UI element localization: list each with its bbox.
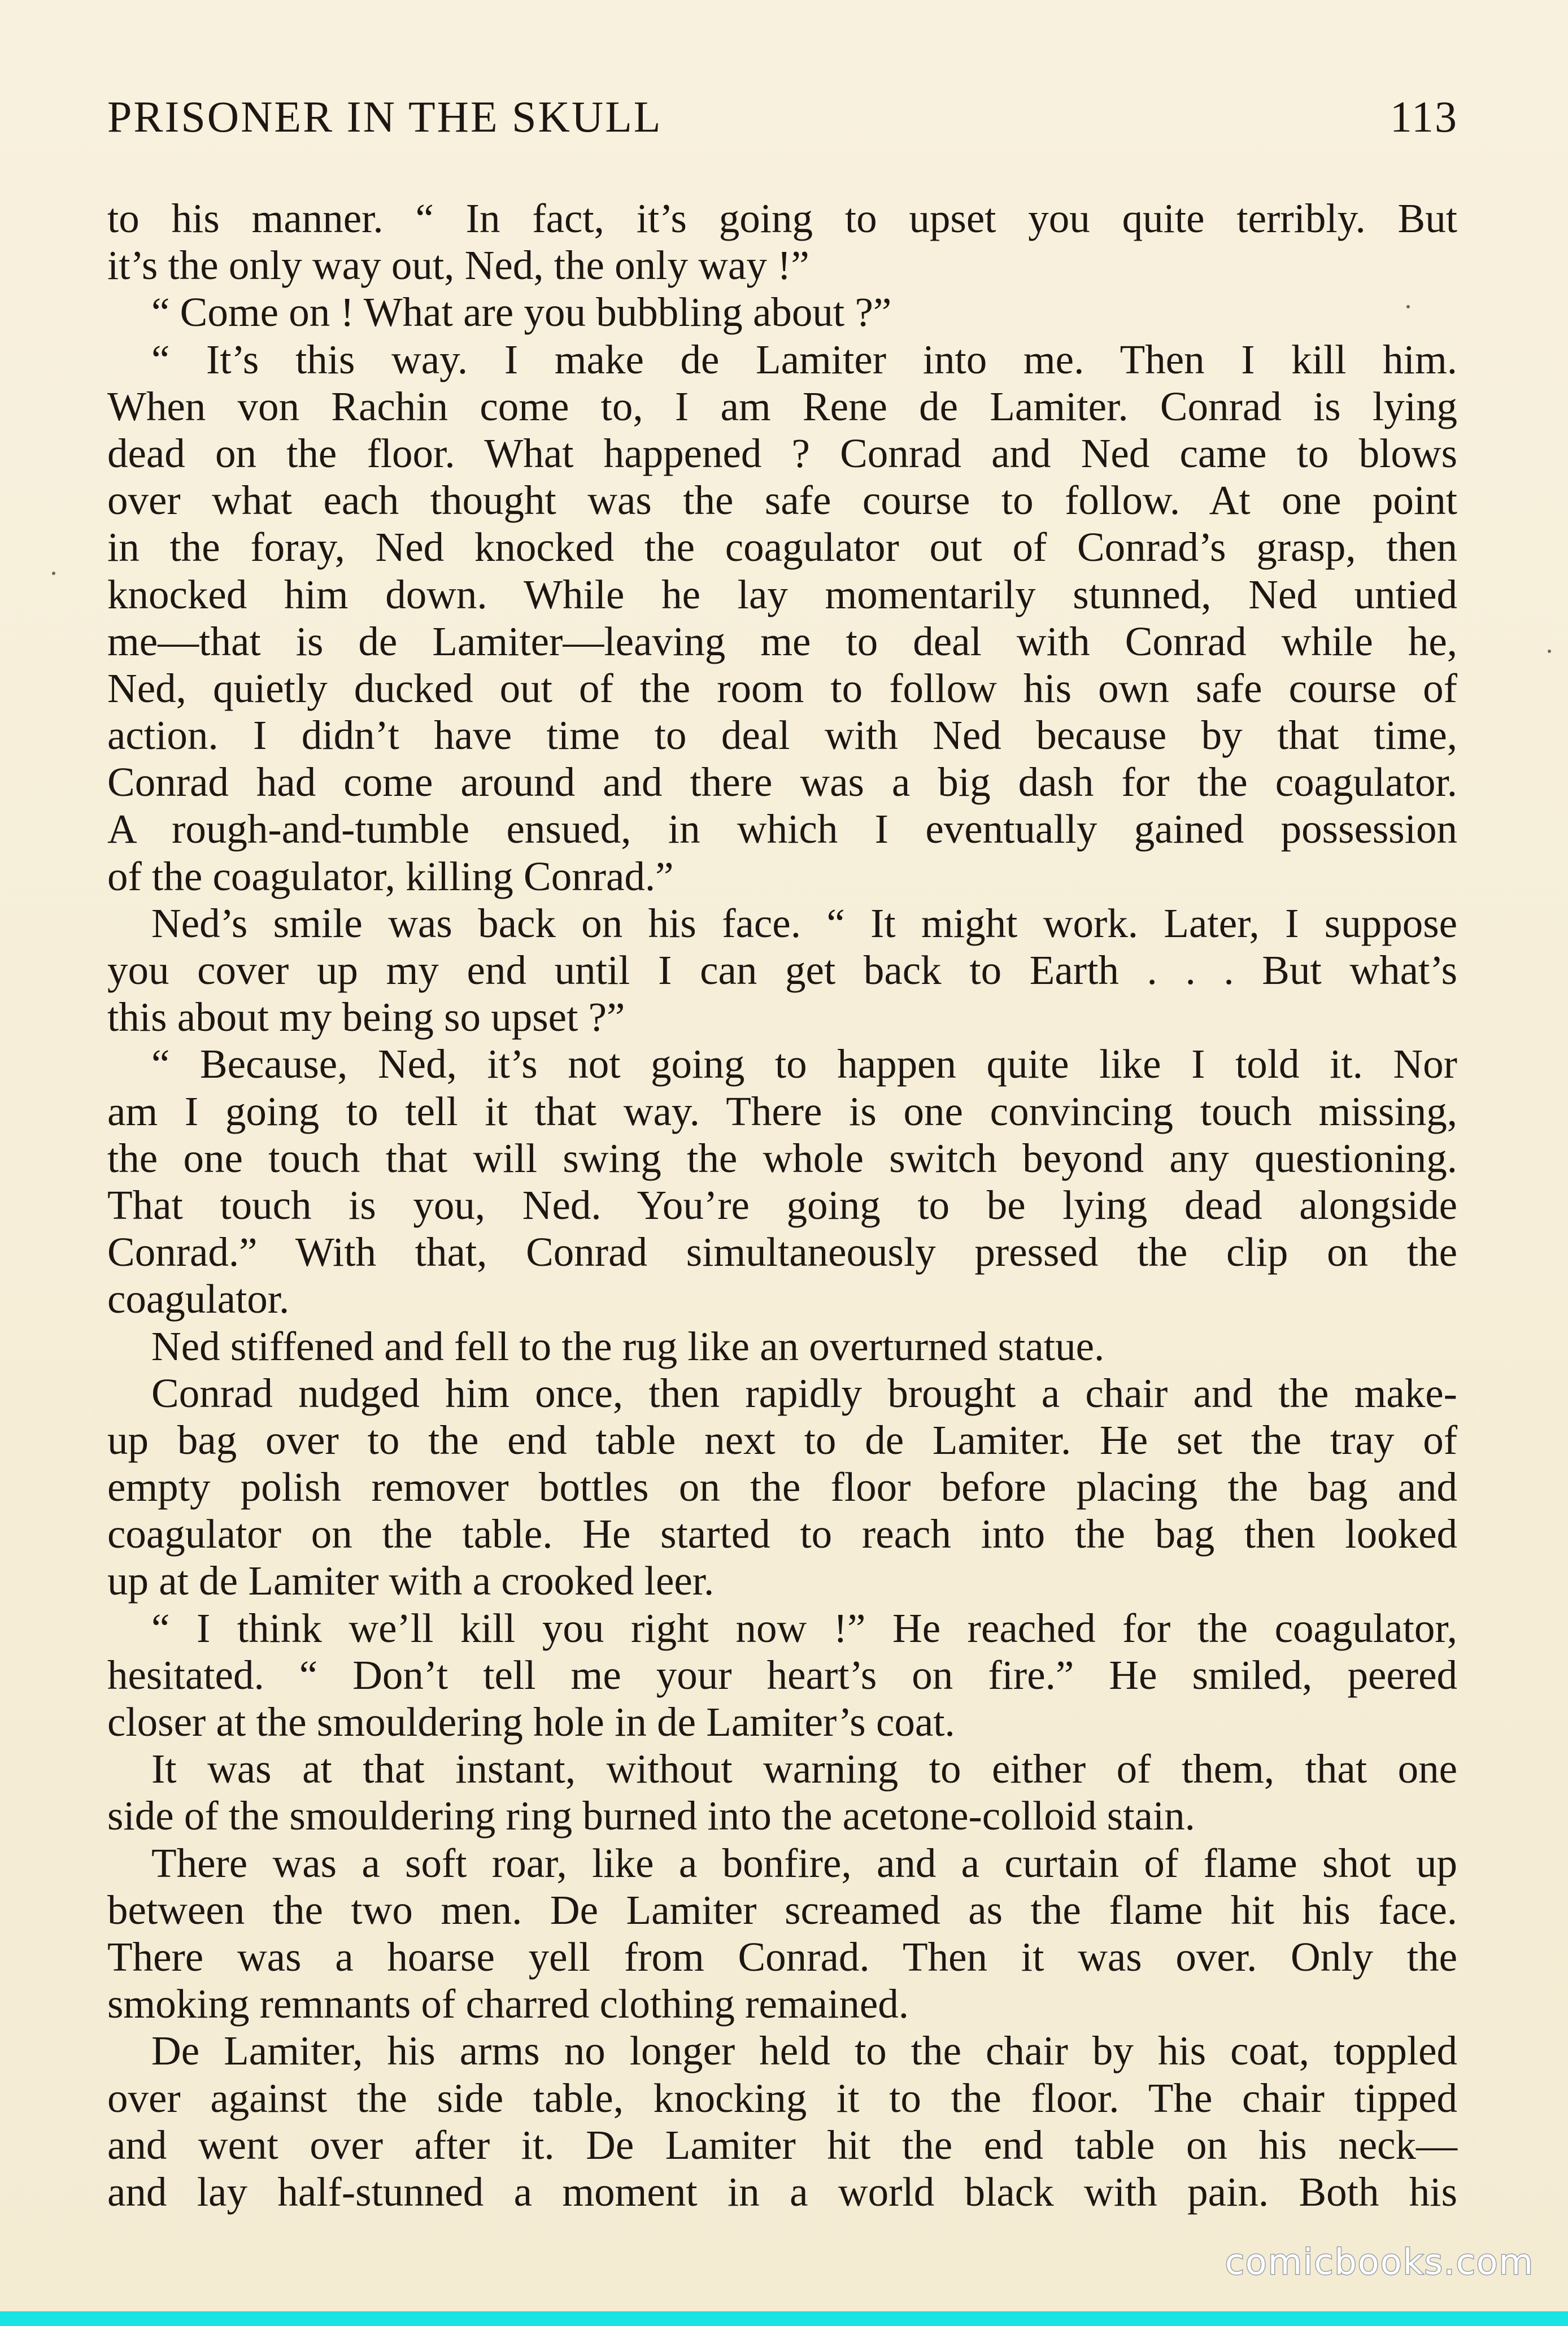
bottom-bar <box>0 2311 1568 2326</box>
text-line: up bag over to the end table next to de Lamiter. He set the tray of <box>107 1417 1457 1463</box>
text-line: That touch is you, Ned. You’re going to be lying dead alongside <box>107 1182 1457 1228</box>
text-line: the one touch that will swing the whole switch beyond any questioning. <box>107 1135 1457 1181</box>
text-line: of the coagulator, killing Conrad.” <box>107 853 674 899</box>
text-line: am I going to tell it that way. There is one convincing touch missing, <box>107 1088 1457 1134</box>
text-line: coagulator on the table. He started to reach into the bag then looked <box>107 1511 1457 1557</box>
text-line: over what each thought was the safe course to follow. At one point <box>107 477 1457 524</box>
text-line: you cover up my end until I can get back to Earth . . . But what’s <box>107 947 1457 993</box>
paper-speck <box>52 572 55 575</box>
body-text <box>107 195 1457 2215</box>
text-line: closer at the smouldering hole in de Lamiter’s coat. <box>107 1699 955 1745</box>
text-line: De Lamiter, his arms no longer held to the chair by his coat, toppled <box>151 2028 1457 2074</box>
paper-speck <box>1406 305 1410 308</box>
running-title: PRISONER IN THE SKULL <box>107 92 663 141</box>
text-line: “ Because, Ned, it’s not going to happen quite like I told it. Nor <box>151 1041 1457 1087</box>
text-line: side of the smouldering ring burned into the acetone-colloid stain. <box>107 1793 1195 1839</box>
text-line: It was at that instant, without warning to either of them, that one <box>151 1746 1457 1792</box>
text-line: me—that is de Lamiter—leaving me to deal with Conrad while he, <box>107 618 1457 664</box>
text-line: knocked him down. While he lay momentarily stunned, Ned untied <box>107 571 1457 617</box>
page-number: 113 <box>1390 92 1458 141</box>
text-line: “ I think we’ll kill you right now !” He reached for the coagulator, <box>151 1605 1457 1651</box>
text-line: this about my being so upset ?” <box>107 994 625 1040</box>
text-line: smoking remnants of charred clothing remained. <box>107 1981 909 2027</box>
text-line: it’s the only way out, Ned, the only way !” <box>107 242 809 289</box>
paper-speck <box>1548 650 1551 653</box>
text-line: up at de Lamiter with a crooked leer. <box>107 1558 715 1604</box>
text-line: to his manner. “ In fact, it’s going to upset you quite terribly. But <box>107 195 1457 241</box>
text-line: There was a hoarse yell from Conrad. Then it was over. Only the <box>107 1933 1457 1980</box>
text-line: coagulator. <box>107 1276 290 1322</box>
text-line: Ned’s smile was back on his face. “ It might work. Later, I suppose <box>151 900 1457 946</box>
text-line: action. I didn’t have time to deal with Ned because by that time, <box>107 712 1457 759</box>
text-line: hesitated. “ Don’t tell me your heart’s on fire.” He smiled, peered <box>107 1652 1457 1698</box>
text-line: in the foray, Ned knocked the coagulator out of Conrad’s grasp, then <box>107 524 1457 570</box>
text-line: Conrad.” With that, Conrad simultaneously pressed the clip on the <box>107 1229 1457 1275</box>
text-line: Ned, quietly ducked out of the room to follow his own safe course of <box>107 665 1457 711</box>
text-line: dead on the floor. What happened ? Conrad and Ned came to blows <box>107 430 1457 476</box>
text-line: Ned stiffened and fell to the rug like an overturned statue. <box>151 1323 1105 1369</box>
text-line: and lay half-stunned a moment in a world black with pain. Both his <box>107 2168 1457 2215</box>
text-line: A rough-and-tumble ensued, in which I eventually gained possession <box>107 806 1457 852</box>
text-line: “ Come on ! What are you bubbling about ?” <box>151 289 892 336</box>
watermark: comicbooks.com <box>1225 2241 1534 2283</box>
text-line: between the two men. De Lamiter screamed as the flame hit his face. <box>107 1887 1457 1933</box>
text-line: Conrad had come around and there was a big dash for the coagulator. <box>107 759 1457 805</box>
page-header <box>107 92 1458 151</box>
text-line: When von Rachin come to, I am Rene de Lamiter. Conrad is lying <box>107 383 1457 429</box>
text-line: There was a soft roar, like a bonfire, and a curtain of flame shot up <box>151 1840 1457 1886</box>
text-line: “ It’s this way. I make de Lamiter into me. Then I kill him. <box>151 336 1457 382</box>
text-line: Conrad nudged him once, then rapidly brought a chair and the make- <box>151 1370 1457 1416</box>
text-line: over against the side table, knocking it to the floor. The chair tipped <box>107 2075 1457 2121</box>
text-line: and went over after it. De Lamiter hit the end table on his neck— <box>107 2122 1457 2168</box>
text-line: empty polish remover bottles on the floor before placing the bag and <box>107 1464 1457 1510</box>
